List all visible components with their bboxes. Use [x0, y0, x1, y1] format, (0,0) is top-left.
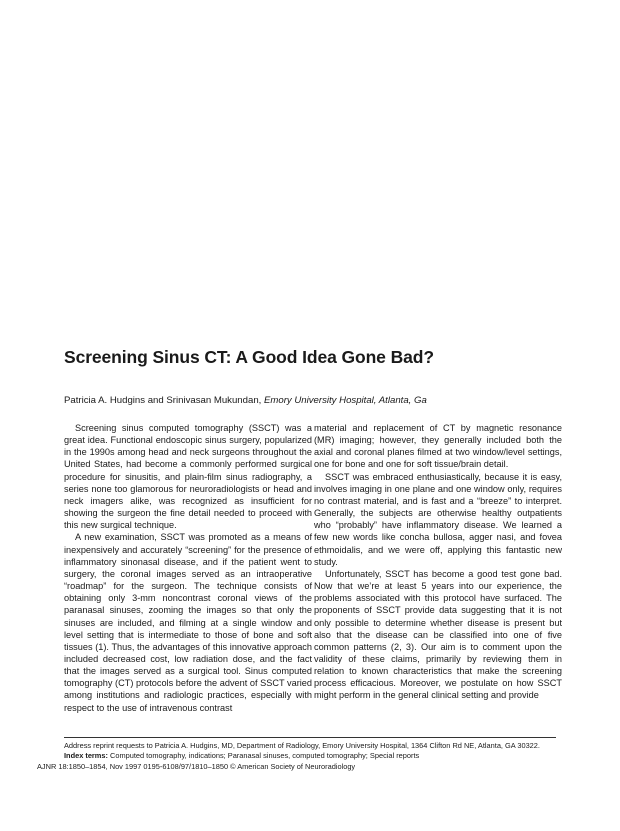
body-column-right: [314, 422, 562, 702]
author-names: Patricia A. Hudgins and Srinivasan Mukundan,: [64, 395, 264, 406]
index-terms-text: Computed tomography, indications; Paranasal sinuses, computed tomography; Special reports: [107, 751, 420, 760]
paragraph: Screening sinus computed tomography (SSCT) was a great idea. Functional endoscopic sinus surgery, popularized in the 1990s among head and neck surgeons throughout the United States, had become a commonly performed surgical procedure for sinusitis, and plain-film sinus radiography, a series none too glamorous for neuroradiologists or head and neck imagers alike, was recognized as insufficient for showing the surgeon the fine detail needed to proceed with this new surgical technique.: [64, 423, 312, 531]
reprint-footnote: Address reprint requests to Patricia A. Hudgins, MD, Department of Radiology, Emory University Hospital, 1364 Clifton Rd NE, Atlanta, GA 30322.: [64, 741, 540, 750]
body-column-left: [64, 422, 312, 714]
author-affiliation: Emory University Hospital, Atlanta, Ga: [263, 395, 427, 406]
paragraph: SSCT was embraced enthusiastically, because it is easy, involves imaging in one plane and one window only, requires no contrast material, and is fast and a “breeze” to interpret. Generally, the subjects are otherwise healthy outpatients who “probably” have inflammatory disease. We learned a few new words like concha bullosa, agger nasi, and fovea ethmoidalis, and we were off, applying this fantastic new study.: [314, 471, 562, 567]
paragraph: material and replacement of CT by magnetic resonance (MR) imaging; however, they generally included both the axial and coronal planes filmed at two window/level settings, one for bone and one for soft tissue/brain detail.: [314, 423, 562, 470]
paragraph: Unfortunately, SSCT has become a good test gone bad. Now that we’re at least 5 years into our experience, the problems associated with this protocol have surfaced. The proponents of SSCT provide data suggesting that it is not only possible to determine whether disease is present but also that the disease can be classified into one of five common patterns (2, 3). Our aim is to comment upon the validity of these claims, primarily by reviewing them in relation to known characteristics that make the screening process efficacious. Moreover, we postulate on how SSCT might perform in the general clinical setting and provide: [314, 568, 562, 701]
index-terms-footnote: [64, 751, 574, 761]
author-line: [64, 395, 564, 406]
index-terms-label: Index terms:: [64, 751, 108, 760]
article-title: Screening Sinus CT: A Good Idea Gone Bad?: [64, 347, 434, 367]
paragraph: A new examination, SSCT was promoted as a means of inexpensively and accurately “screening” for the presence of inflammatory sinonasal disease, and if the patient went to surgery, the coronal images served as an intraoperative “roadmap” for the surgeon. The technique consists of obtaining only 3-mm noncontrast coronal views of the paranasal sinuses, zooming the images so that only the sinuses are included, and filming at a single window and level setting that is intermediate to those of bone and soft tissues (1). Thus, the advantages of this innovative approach included decreased cost, low radiation dose, and the fact that the images served as a surgical tool. Sinus computed tomography (CT) protocols before the advent of SSCT varied among institutions and radiologic practices, especially with respect to the use of intravenous contrast: [64, 532, 312, 713]
footnote-divider: [64, 737, 556, 738]
journal-citation: AJNR 18:1850–1854, Nov 1997 0195-6108/97/1810–1850 © American Society of Neuroradiology: [37, 762, 356, 771]
